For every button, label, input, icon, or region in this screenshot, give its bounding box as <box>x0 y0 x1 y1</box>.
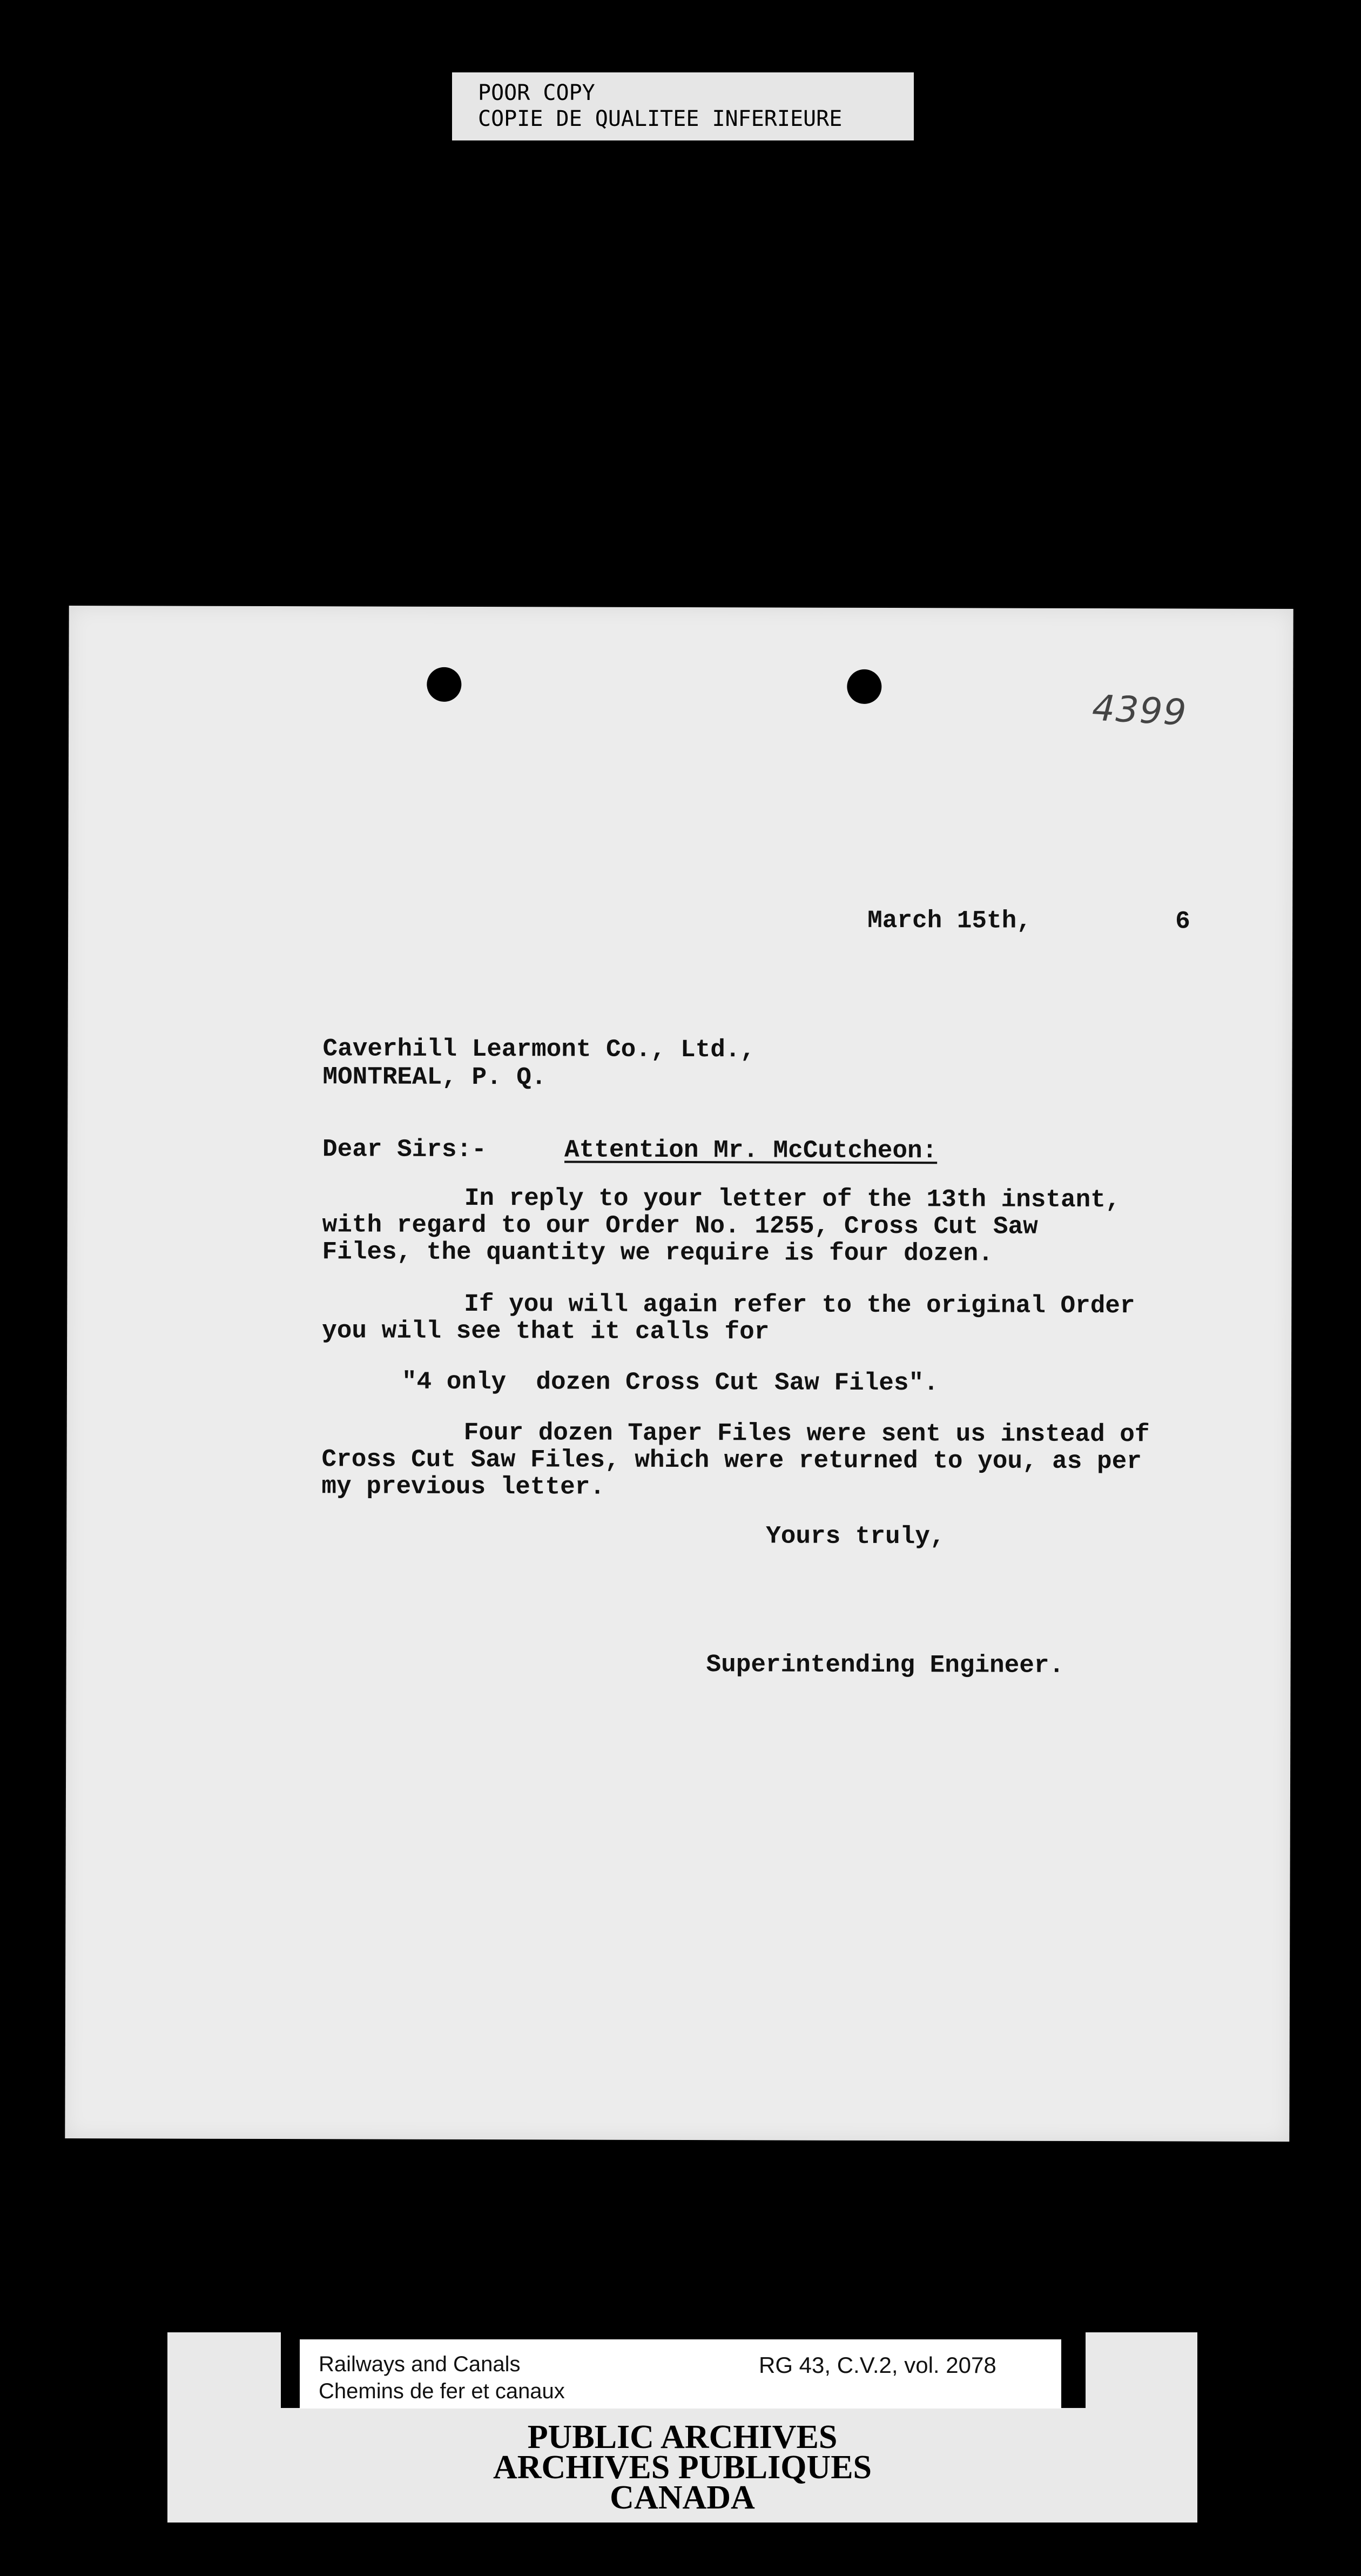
para1-line-3: Files, the quantity we require is four dozen. <box>322 1238 993 1268</box>
punch-hole-right <box>847 669 881 704</box>
file-number: 4399 <box>1091 687 1189 734</box>
punch-hole-left <box>427 667 461 702</box>
para1-line-1: In reply to your letter of the 13th instant, <box>464 1184 1121 1215</box>
stamp-line-2: COPIE DE QUALITEE INFERIEURE <box>478 106 843 131</box>
letter-date: March 15th, <box>867 906 1032 935</box>
poor-copy-stamp <box>452 72 914 140</box>
letter-page <box>65 606 1293 2142</box>
salutation: Dear Sirs:- <box>322 1135 487 1164</box>
para3-line-3: my previous letter. <box>321 1472 605 1501</box>
letter-date-suffix: 6 <box>1175 907 1190 936</box>
archive-name-fr: ARCHIVES PUBLIQUES <box>493 2449 872 2486</box>
para2-line-1: If you will again refer to the original Order <box>464 1290 1135 1320</box>
archive-name-en: PUBLIC ARCHIVES <box>527 2419 838 2456</box>
addressee-line-1: Caverhill Learmont Co., Ltd., <box>322 1035 756 1064</box>
quoted-order: "4 only dozen Cross Cut Saw Files". <box>401 1367 939 1398</box>
para3-line-1: Four dozen Taper Files were sent us instead of <box>463 1418 1150 1449</box>
para3-line-2: Cross Cut Saw Files, which were returned to you, as per <box>321 1445 1142 1476</box>
archive-reference: RG 43, C.V.2, vol. 2078 <box>759 2352 996 2378</box>
para1-line-2: with regard to our Order No. 1255, Cross Cut Saw <box>322 1211 1038 1241</box>
closing: Yours truly, <box>766 1522 945 1551</box>
signature-title: Superintending Engineer. <box>706 1651 1064 1680</box>
fonds-english: Railways and Canals <box>319 2352 521 2376</box>
fonds-french: Chemins de fer et canaux <box>319 2379 565 2403</box>
archive-country: CANADA <box>610 2479 755 2516</box>
stamp-line-1: POOR COPY <box>478 81 595 105</box>
attention-line: Attention Mr. McCutcheon: <box>564 1136 938 1165</box>
para2-line-2: you will see that it calls for <box>322 1317 770 1346</box>
addressee-line-2: MONTREAL, P. Q. <box>322 1063 547 1092</box>
